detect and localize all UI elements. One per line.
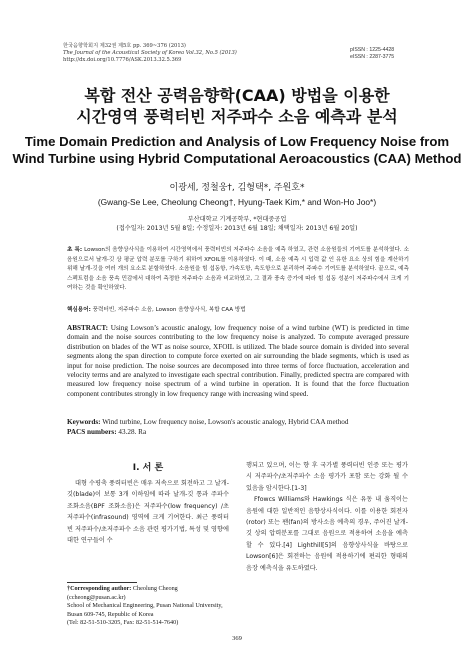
title-en-line1: Time Domain Prediction and Analysis of Low Frequency Noise from — [24, 134, 450, 149]
footnote-school: School of Mechanical Engineering, Pusan National University, — [67, 602, 223, 610]
page-number: 369 — [232, 635, 242, 642]
abstract-ko-label: 초 록: — [67, 247, 83, 253]
body-right-column — [246, 460, 408, 574]
body-right-paragraph-2: Ffowcs Williams와 Hawkings 식은 유동 내 움직이는 음원에 대한 일반적인 음향상사식이다. 이를 이용한 회전자(rotor) 또는 팬(fan)의 방사소음 예측의 경우, 주어진 날개-깃 상의 압력분포를 그대로 음원으로 적용하여 소음을 예측할 수 있다.[4] Lighthill[5]의 음향상사식을 바탕으로 Lowson[6]은 회전하는 음원에 적용하기에 편리한 형태의 음장 예측식을 유도하였다. — [246, 496, 408, 572]
abstract-en-text: Using Lowson’s acoustic analogy, low frequency noise of a wind turbine (WT) is predicted in time domain and the noise sources contributing to the low frequency noise is analyzed. To compute averaged pressure distribution on blades of the WT as noise source, XFOIL is utilized. The blade source domain is divided into several segments along the span direction to compute force exerted on air surrounding the blade segments, which is used as input for noise prediction. The noise sources are decomposed into three terms of force fluctuation, acceleration and velocity terms and are analyzed to investigate each spectral contribution. Finally, predicted spectra are compared with measured low frequency noise spectrum of a wind turbine in operation. It is found that the force fluctuation component contributes strongly in low frequency range with increasing wind speed. — [67, 324, 410, 398]
issn-block — [350, 47, 430, 61]
body-right-paragraph-1: 행되고 있으며, 이는 향 후 국가별 풍력터빈 인증 또는 평가 시 저주파수/초저주파수 소음 평가가 포함 또는 강화 될 수 있음을 암시한다.[1-3] — [246, 462, 408, 492]
footnote-label: †Corresponding author: — [67, 585, 132, 592]
pacs-numbers — [67, 428, 409, 437]
journal-header — [63, 43, 323, 64]
title-english — [0, 133, 474, 167]
title-en-line2: Wind Turbine using Hybrid Computational Aeroacoustics (CAA) Method — [12, 151, 462, 166]
footnote-address: Busan 609-745, Republic of Korea — [67, 610, 154, 618]
abstract-en-label: ABSTRACT: — [67, 324, 109, 332]
authors-korean: 이광세, 정철웅†, 김형택*, 주원호* — [169, 183, 305, 193]
section-heading-introduction: I. 서 론 — [132, 463, 164, 473]
footnote-tel-fax: (Tel: 82-51-510-3205, Fax: 82-51-514-7640) — [67, 619, 179, 627]
keywords-en-text: Wind turbine, Low frequency noise, Lowson's acoustic analogy, Hybrid CAA method — [102, 418, 349, 426]
abstract-ko-text: Lowson의 음향상사식을 이용하여 시간영역에서 풍력터빈의 저주파수 소음을 예측 하였고, 관련 소음원들의 기여도를 분석하였다. 소음원으로서 날개-깃 상 평균 압력 분포를 구하기 위하여 XFOIL를 이용하였다. 이 때, 소음 예측 시 입력 값 인 유한 요소 상의 힘을 계산하기 위해 날개-깃을 여러 개의 요소로 분할하였다. 소음원을 힘 섭동항, 가속도항, 속도항으로 분리하여 주파수 기여도를 분석하였다. 끝으로, 예측 스펙트럼을 소음 풍속 민감에서 대하여 측정한 저주파수 소음과 비교하였고, 그 결과 풍속 증가에 따라 힘 섭동 성분이 저주파수에서 크게 기여하는 것을 확인하였다. — [67, 247, 410, 292]
keywords-en-label: Keywords: — [67, 418, 101, 426]
footnote-divider — [67, 582, 137, 583]
journal-name-ko: 한국음향학회지 제32권 제5호 pp. 369~376 (2013) — [63, 43, 186, 49]
doi-link[interactable]: http://dx.doi.org/10.7776/ASK.2013.32.5.369 — [63, 57, 182, 63]
keywords-english — [67, 418, 409, 427]
abstract-english — [67, 324, 409, 399]
abstract-korean — [67, 246, 409, 294]
title-ko-line1: 복합 전산 공력음향학(CAA) 방법을 이용한 — [84, 86, 390, 105]
body-left-column: 대형 수평축 풍력터빈은 매우 저속으로 회전하고 그 날개-깃(blade)이 보통 3개 이하임에 따라 날개-깃 통과 주파수 조화소음(BPF 조화소음)은 저주파수(low frequency) /초저주파수(infrasound) 영역에 크게 기여한다. 최근 풍력터빈 저주파수/초저주파수 소음 관련 평가기법, 특성 및 영향에 대한 연구들이 수 — [67, 480, 229, 545]
footnote-author-email: Cheolung Cheong (ccheong@pusan.ac.kr) — [67, 585, 178, 601]
authors-english: (Gwang-Se Lee, Cheolung Cheong†, Hyung-Taek Kim,* and Won-Ho Joo*) — [97, 197, 377, 207]
pissn: pISSN : 1225-4428 — [350, 47, 395, 53]
pacs-label: PACS numbers: — [67, 428, 117, 436]
title-korean — [0, 85, 474, 127]
journal-name-en: The Journal of the Acoustical Society of Korea Vol.32, No.5 (2013) — [63, 50, 237, 56]
keywords-ko-text: 풍력터빈, 저주파수 소음, Lowson 음향상사식, 복합 CAA 방법 — [92, 307, 246, 313]
pacs-value: 43.28. Ra — [118, 428, 147, 436]
title-ko-line2: 시간영역 풍력터빈 저주파수 소음 예측과 분석 — [76, 107, 398, 126]
affiliation — [0, 215, 474, 233]
affiliation-line1: 부산대학교 기계공학부, *현대중공업 — [187, 216, 287, 223]
footnote-corresponding-author — [67, 585, 237, 628]
received-dates: (접수일자: 2013년 5월 8일; 수정일자: 2013년 6월 18일; 채택일자: 2013년 6월 20일) — [116, 225, 358, 232]
keywords-korean — [67, 306, 409, 316]
eissn: eISSN : 2287-3775 — [350, 54, 395, 60]
keywords-ko-label: 핵심용어: — [67, 307, 91, 313]
